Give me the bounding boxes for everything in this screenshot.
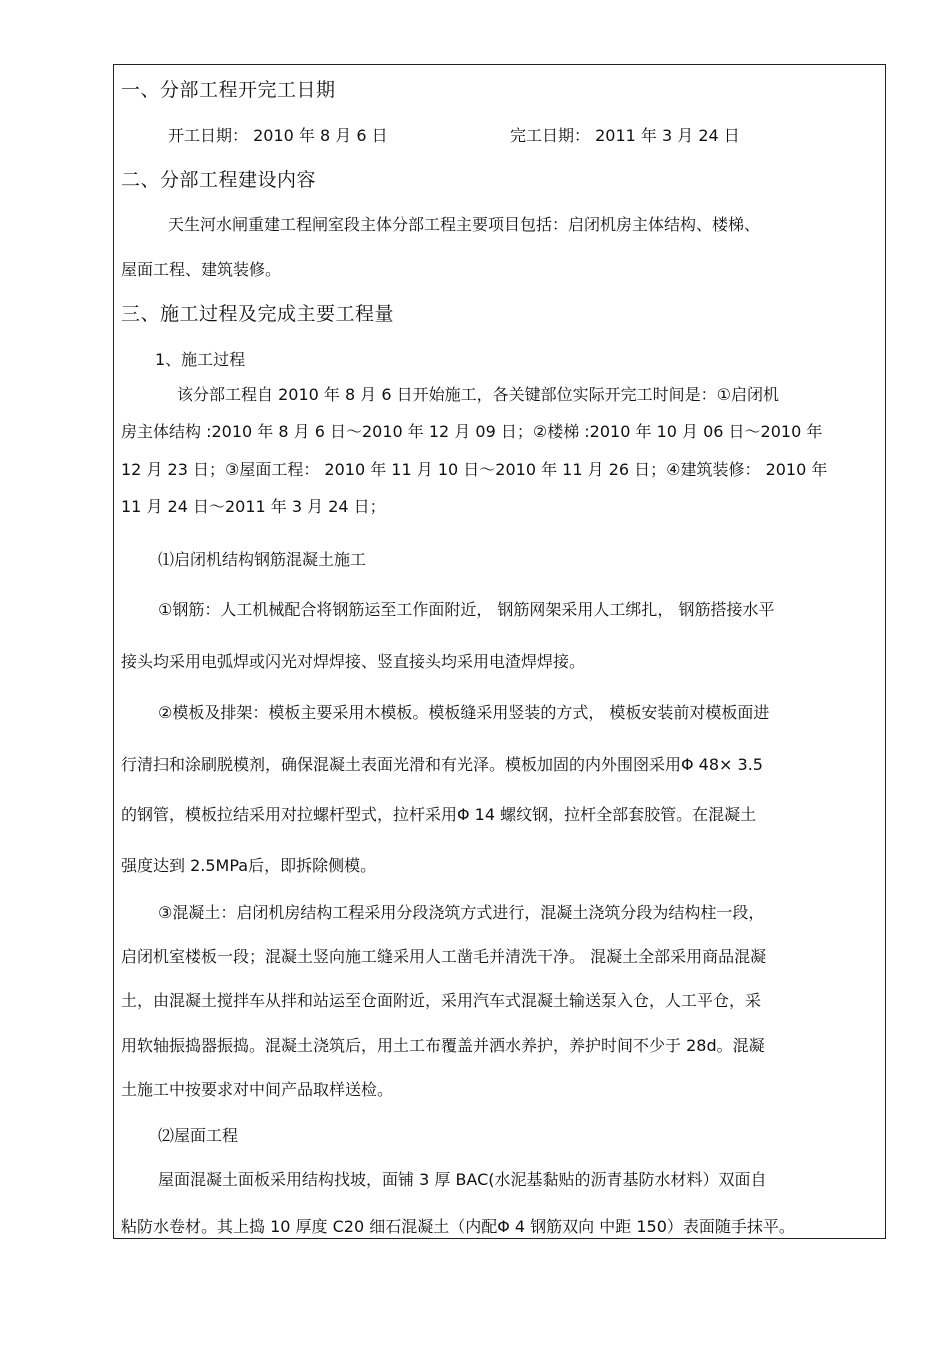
formwork-line-2: 行清扫和涂刷脱模剂，确保混凝土表面光滑和有光泽。模板加固的内外围囹采用Φ 48× 3.5: [121, 755, 763, 774]
construction-process-subtitle: 1、施工过程: [155, 350, 246, 369]
formwork-line-1: ②模板及排架：模板主要采用木模板。模板缝采用竖装的方式， 模板安装前对模板面进: [158, 703, 770, 722]
section-1-title: 一、分部工程开完工日期: [121, 79, 336, 101]
concrete-line-5: 土施工中按要求对中间产品取样送检。: [121, 1080, 394, 1099]
section-3-title: 三、施工过程及完成主要工程量: [121, 303, 395, 325]
concrete-line-2: 启闭机室楼板一段；混凝土竖向施工缝采用人工凿毛并清洗干净。 混凝土全部采用商品混凝: [121, 947, 767, 966]
process-line-3: 12 月 23 日；③屋面工程： 2010 年 11 月 10 日～2010 年 11 月 26 日；④建筑装修： 2010 年: [121, 460, 828, 479]
section-2-text-line-1: 天生河水闸重建工程闸室段主体分部工程主要项目包括：启闭机房主体结构、楼梯、: [168, 215, 761, 234]
concrete-line-3: 土，由混凝土搅拌车从拌和站运至仓面附近，采用汽车式混凝土输送泵入仓，人工平仓，采: [121, 991, 762, 1010]
concrete-line-1: ③混凝土：启闭机房结构工程采用分段浇筑方式进行，混凝土浇筑分段为结构柱一段，: [158, 903, 765, 922]
hoist-structure-title: ⑴启闭机结构钢筋混凝土施工: [158, 550, 367, 569]
section-2-title: 二、分部工程建设内容: [121, 169, 317, 191]
rebar-line-2: 接头均采用电弧焊或闪光对焊焊接、竖直接头均采用电渣焊焊接。: [121, 652, 586, 671]
rebar-line-1: ①钢筋：人工机械配合将钢筋运至工作面附近， 钢筋网架采用人工绑扎， 钢筋搭接水平: [158, 600, 775, 619]
section-2-text-line-2: 屋面工程、建筑装修。: [121, 260, 282, 279]
process-line-2: 房主体结构 :2010 年 8 月 6 日～2010 年 12 月 09 日；②楼梯 :2010 年 10 月 06 日～2010 年: [121, 422, 823, 441]
process-line-4: 11 月 24 日～2011 年 3 月 24 日；: [121, 497, 386, 516]
concrete-line-4: 用软轴振捣器振捣。混凝土浇筑后，用土工布覆盖并洒水养护，养护时间不少于 28d。混凝: [121, 1036, 765, 1055]
roof-line-2: 粘防水卷材。其上捣 10 厚度 C20 细石混凝土（内配Φ 4 钢筋双向 中距 150）表面随手抹平。: [121, 1217, 795, 1236]
roof-title: ⑵屋面工程: [158, 1126, 239, 1145]
start-date: 开工日期： 2010 年 8 月 6 日: [168, 126, 388, 145]
formwork-line-4: 强度达到 2.5MPa后，即拆除侧模。: [121, 856, 377, 875]
process-line-1: 该分部工程自 2010 年 8 月 6 日开始施工，各关键部位实际开完工时间是：①启闭机: [177, 385, 779, 404]
roof-line-1: 屋面混凝土面板采用结构找坡，面铺 3 厚 BAC(水泥基黏贴的沥青基防水材料）双面自: [158, 1170, 767, 1189]
formwork-line-3: 的钢管，模板拉结采用对拉螺杆型式，拉杆采用Φ 14 螺纹钢，拉杆全部套胶管。在混凝土: [121, 805, 757, 824]
end-date: 完工日期： 2011 年 3 月 24 日: [510, 126, 740, 145]
